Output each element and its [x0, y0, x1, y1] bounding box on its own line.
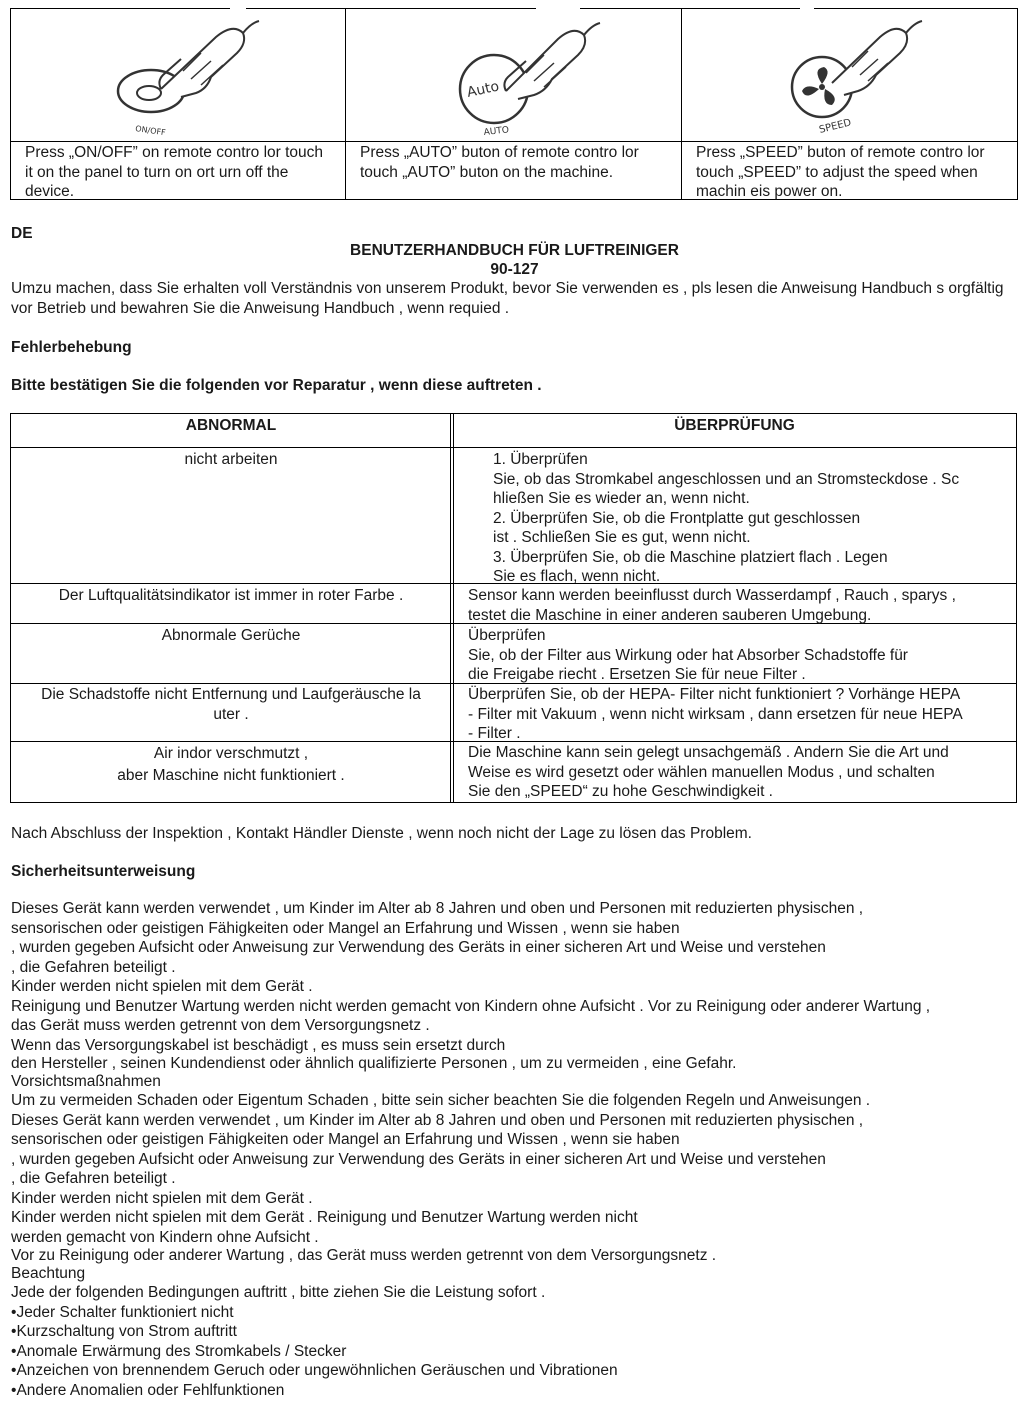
instruction-cell-onoff [11, 9, 346, 199]
auto-icon-label: AUTO [483, 125, 510, 138]
after-inspection-text: Nach Abschluss der Inspektion , Kontakt Händler Dienste , wenn noch nicht der Lage zu lösen das Problem. [11, 825, 752, 842]
table-header-row [11, 414, 1016, 448]
abnormal-text: Abnormale Gerüche [161, 627, 301, 644]
check-line: 2. Überprüfen Sie, ob die Frontplatte gut geschlossen [493, 509, 861, 527]
check-line: Weise es wird gesetzt oder wählen manuellen Modus , und schalten [468, 763, 935, 781]
safety-line: , die Gefahren beteiligt . [11, 958, 176, 976]
doc-title: BENUTZERHANDBUCH FÜR LUFTREINIGER [350, 242, 679, 259]
list-item: • Jeder Schalter funktioniert nicht [11, 1303, 1021, 1323]
check-line: 3. Überprüfen Sie, ob die Maschine platziert flach . Legen [493, 548, 888, 566]
table-row [11, 584, 1016, 624]
troubleshooting-subheading: Bitte bestätigen Sie die folgenden vor Reparatur , wenn diese auftreten . [11, 377, 542, 394]
check-line: Die Maschine kann sein gelegt unsachgemäß . Andern Sie die Art und [468, 744, 949, 761]
safety-line: Vor zu Reinigung oder anderer Wartung , das Gerät muss werden getrennt von dem Versorgungsnetz . [11, 1247, 717, 1264]
abnormal-text: Der Luftqualitätsindikator ist immer in roter Farbe . [58, 587, 404, 604]
safety-heading: Sicherheitsunterweisung [11, 863, 196, 880]
onoff-caption: Press „ON/OFF” on remote contro lor touch it on the panel to turn on ort urn off the device. [25, 144, 324, 200]
check-line: testet die Maschine in einer anderen sauberen Umgebung. [468, 606, 872, 624]
abnormal-text: nicht arbeiten [184, 451, 278, 468]
model-number: 90-127 [490, 261, 539, 278]
check-line: Sie, ob das Stromkabel angeschlossen und an Stromsteckdose . Sc [493, 470, 960, 488]
abnormal-text: uter . [213, 705, 249, 723]
safety-line: Dieses Gerät kann werden verwendet , um Kinder im Alter ab 8 Jahren und oben und Personen mit reduzierten physischen , [11, 1111, 864, 1129]
hand-press-speed-icon [682, 9, 1018, 141]
speed-caption: Press „SPEED” buton of remote contro lor touch „SPEED” to adjust the speed when machin eis power on. [696, 144, 985, 200]
safety-line: Jede der folgenden Bedingungen auftritt , bitte ziehen Sie die Leistung sofort . [11, 1284, 546, 1301]
abnormal-text: Die Schadstoffe nicht Entfernung und Laufgeräusche la [41, 686, 421, 703]
check-line: - Filter mit Vakuum , wenn nicht wirksam , dann ersetzen für neue HEPA [468, 705, 963, 723]
table-row [11, 684, 1016, 742]
hand-press-button-icon [11, 9, 346, 141]
onoff-illustration [11, 9, 345, 142]
safety-line: Kinder werden nicht spielen mit dem Gerät . [11, 978, 313, 995]
instruction-cell-speed [682, 9, 1018, 199]
table-row [11, 448, 1016, 584]
list-item: • Andere Anomalien oder Fehlfunktionen [11, 1381, 1021, 1401]
table-row [11, 742, 1016, 802]
auto-caption: Press „AUTO” buton of remote contro lor touch „AUTO” buton on the machine. [360, 144, 639, 181]
check-line: Überprüfen [468, 627, 546, 644]
speed-illustration [682, 9, 1018, 142]
safety-line: das Gerät muss werden getrennt von dem Versorgungsnetz . [11, 1017, 430, 1034]
safety-body [11, 899, 1021, 1400]
check-line: - Filter . [468, 725, 521, 742]
instruction-cell-auto [346, 9, 682, 199]
hand-press-auto-icon [346, 9, 682, 141]
safety-line: sensorischen oder geistigen Fähigkeiten oder Mangel an Erfahrung und Wissen , wenn sie haben [11, 919, 680, 937]
abnormal-text: Air indor verschmutzt , [153, 745, 309, 762]
list-item: • Anzeichen von brennendem Geruch oder ungewöhnlichen Geräuschen und Vibrationen [11, 1361, 1021, 1381]
table-row [11, 624, 1016, 684]
intro-paragraph: Umzu machen, dass Sie erhalten voll Verständnis von unserem Produkt, bevor Sie verwenden es , pls lesen die Anweisung Handbuch s orgfältig vor Betrieb und bewahren Sie die Anweisung Handbuch , wenn requied . [11, 280, 1004, 317]
check-line: Sie den „SPEED“ zu hohe Geschwindigkeit . [468, 783, 773, 800]
instruction-table [10, 8, 1018, 200]
abnormal-text: aber Maschine nicht funktioniert . [117, 767, 345, 784]
auto-illustration [346, 9, 681, 142]
check-line: hließen Sie es wieder an, wenn nicht. [493, 490, 750, 507]
safety-line: Reinigung und Benutzer Wartung werden nicht werden gemacht von Kindern ohne Aufsicht . Vor zu Reinigung oder anderer Wartung , [11, 997, 931, 1015]
safety-line: Kinder werden nicht spielen mit dem Gerät . [11, 1189, 313, 1207]
check-line: Sie es flach, wenn nicht. [493, 568, 661, 585]
safety-line: , wurden gegeben Aufsicht oder Anweisung zur Verwendung des Geräts in einer sicheren Art und Weise und verstehen [11, 939, 826, 956]
speed-icon-label: SPEED [818, 117, 853, 136]
safety-line: Um zu vermeiden Schaden oder Eigentum Schaden , bitte sein sicher beachten Sie die folgenden Regeln und Anweisungen . [11, 1092, 871, 1109]
troubleshooting-table [10, 413, 1017, 803]
safety-line: , die Gefahren beteiligt . [11, 1170, 176, 1187]
precautions-heading: Vorsichtsmaßnahmen [11, 1073, 161, 1090]
fan-icon [802, 67, 835, 105]
attention-heading: Beachtung [11, 1265, 86, 1282]
auto-button-text: Auto [465, 78, 501, 101]
onoff-icon-label: ON/OFF [134, 124, 167, 138]
col-check-header: ÜBERPRÜFUNG [674, 417, 795, 434]
check-line: Überprüfen Sie, ob der HEPA- Filter nicht funktioniert ? Vorhänge HEPA [468, 686, 961, 703]
language-code: DE [11, 225, 33, 242]
safety-line: , wurden gegeben Aufsicht oder Anweisung zur Verwendung des Geräts in einer sicheren Art und Weise und verstehen [11, 1150, 826, 1168]
list-item: • Anomale Erwärmung des Stromkabels / Stecker [11, 1342, 1021, 1362]
safety-line: Dieses Gerät kann werden verwendet , um Kinder im Alter ab 8 Jahren und oben und Personen mit reduzierten physischen , [11, 900, 864, 917]
check-line: 1. Überprüfen [493, 451, 588, 468]
col-abnormal-header: ABNORMAL [185, 417, 277, 434]
safety-line: sensorischen oder geistigen Fähigkeiten oder Mangel an Erfahrung und Wissen , wenn sie haben [11, 1131, 680, 1148]
troubleshooting-heading: Fehlerbehebung [11, 339, 132, 356]
check-line: Sie, ob der Filter aus Wirkung oder hat Absorber Schadstoffe für [468, 646, 908, 664]
safety-line: Kinder werden nicht spielen mit dem Gerät . Reinigung und Benutzer Wartung werden nicht [11, 1209, 638, 1226]
safety-line: Wenn das Versorgungskabel ist beschädigt , es muss sein ersetzt durch [11, 1036, 506, 1054]
check-line: die Freigabe riecht . Ersetzen Sie für neue Filter . [468, 666, 806, 683]
check-line: Sensor kann werden beeinflusst durch Wasserdampf , Rauch , sparys , [468, 587, 956, 604]
safety-line: werden gemacht von Kindern ohne Aufsicht . [11, 1228, 319, 1246]
list-item: • Kurzschaltung von Strom auftritt [11, 1322, 1021, 1342]
check-line: ist . Schließen Sie es gut, wenn nicht. [493, 529, 751, 546]
safety-line: den Hersteller , seinen Kundendienst oder ähnlich qualifizierte Personen , um zu vermeiden , eine Gefahr. [11, 1055, 737, 1072]
